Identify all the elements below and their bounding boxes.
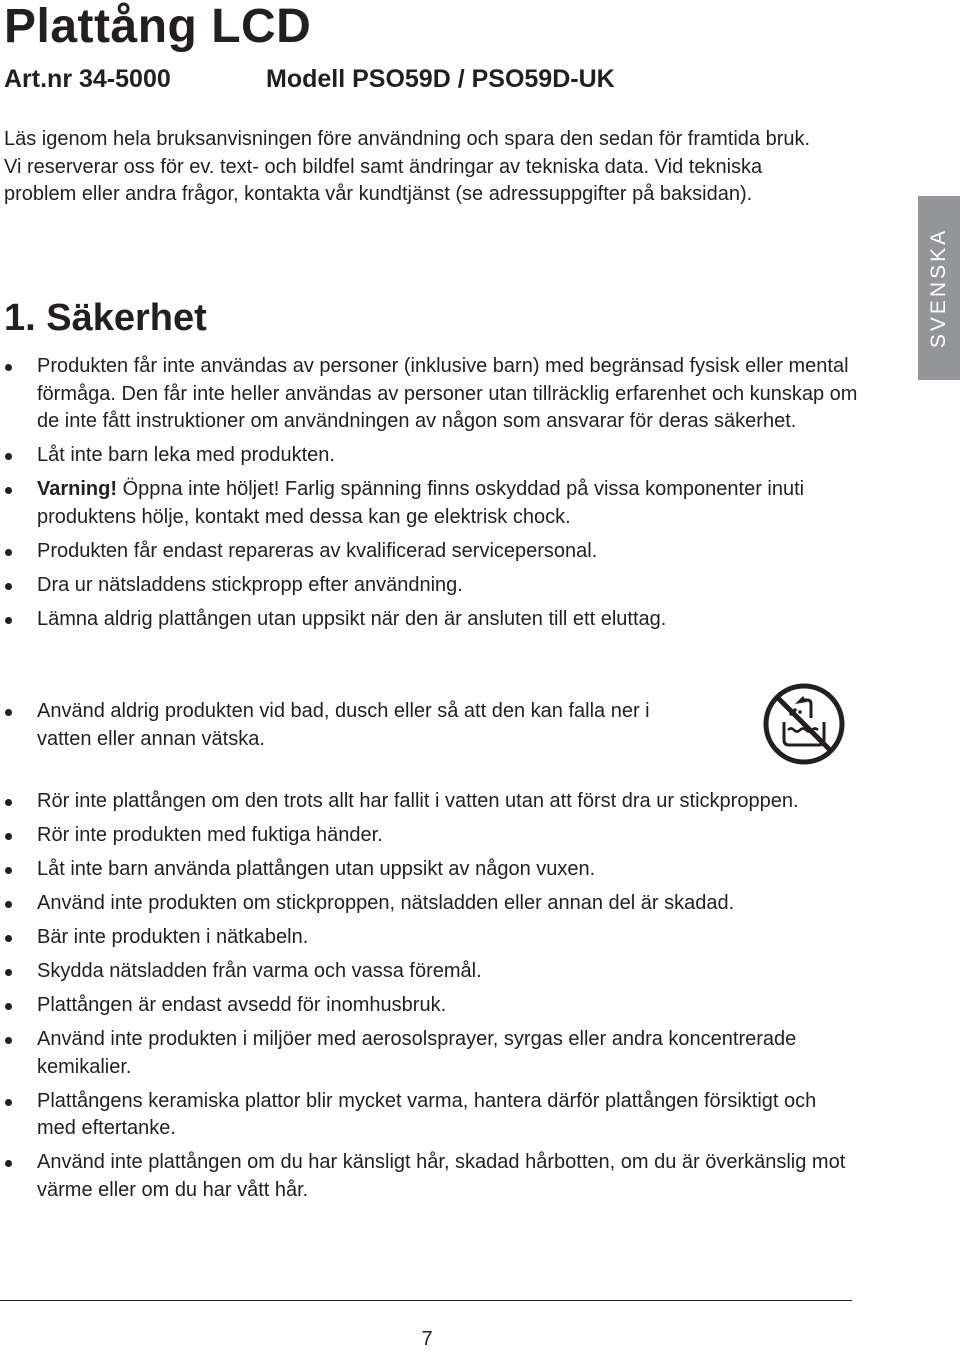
bullet-icon [5, 549, 12, 556]
bullet-icon [5, 709, 12, 716]
bullet-icon [5, 1003, 12, 1010]
safety-list-2 [0, 788, 860, 1211]
list-item: Lämna aldrig plattången utan uppsikt när den är ansluten till ett eluttag. [0, 606, 860, 634]
language-tab-label: SVENSKA [927, 227, 950, 349]
list-item: Använd inte plattången om du har känsligt hår, skadad hårbotten, om du är överkänslig mot värme eller om du har vått hår. [0, 1149, 860, 1204]
intro-paragraph: Läs igenom hela bruksanvisningen före användning och spara den sedan för framtida bruk. Vi reserverar oss för ev. text- och bildfel samt ändringar av tekniska data. Vid tekniska problem eller andra frågor, kontakta vår kundtjänst (se adressuppgifter på baksidan). [4, 128, 811, 205]
bullet-icon [5, 833, 12, 840]
bullet-icon [5, 1037, 12, 1044]
list-item: Låt inte barn använda plattången utan uppsikt av någon vuxen. [0, 856, 860, 884]
list-item: Produkten får endast repareras av kvalificerad servicepersonal. [0, 538, 860, 566]
article-number: Art.nr 34-5000 [4, 65, 171, 93]
model-number: Modell PSO59D / PSO59D-UK [266, 65, 615, 93]
bullet-icon [5, 617, 12, 624]
page-number: 7 [421, 1328, 433, 1350]
bullet-icon [5, 364, 12, 371]
list-item: Använd inte produkten om stickproppen, nätsladden eller annan del är skadad. [0, 890, 860, 918]
list-item: Låt inte barn leka med produkten. [0, 442, 860, 470]
list-item: Skydda nätsladden från varma och vassa föremål. [0, 958, 860, 986]
bullet-icon [5, 901, 12, 908]
bullet-icon [5, 867, 12, 874]
list-item: Produkten får inte användas av personer (inklusive barn) med begränsad fysisk eller mental förmåga. Den får inte heller användas av personer utan tillräcklig erfarenhet och kunskap om de inte fått instruktioner om användningen av någon som ansvarar för deras säkerhet. [0, 353, 860, 436]
bullet-icon [5, 799, 12, 806]
list-item: Använd inte produkten i miljöer med aerosolsprayer, syrgas eller andra koncentrerade kemikalier. [0, 1026, 860, 1081]
bullet-icon [5, 583, 12, 590]
document-title: Plattång LCD [4, 0, 312, 53]
list-item: Varning! Öppna inte höljet! Farlig spänning finns oskyddad på vissa komponenter inuti produktens hölje, kontakt med dessa kan ge elektrisk chock. [0, 476, 860, 531]
product-identification [4, 62, 864, 96]
footer-divider [0, 1300, 852, 1301]
list-item: Rör inte plattången om den trots allt har fallit i vatten utan att först dra ur stickproppen. [0, 788, 860, 816]
bullet-icon [5, 935, 12, 942]
list-item: Plattången är endast avsedd för inomhusbruk. [0, 992, 860, 1020]
list-item: Dra ur nätsladdens stickpropp efter användning. [0, 572, 860, 600]
safety-list-bath [0, 698, 700, 753]
safety-list-1 [0, 353, 860, 640]
bullet-icon [5, 1099, 12, 1106]
bullet-icon [5, 1160, 12, 1167]
list-item: Rör inte produkten med fuktiga händer. [0, 822, 860, 850]
bullet-icon [5, 487, 12, 494]
list-item: Använd aldrig produkten vid bad, dusch eller så att den kan falla ner i vatten eller annan vätska. [0, 698, 700, 753]
list-item: Plattångens keramiska plattor blir mycket varma, hantera därför plattången försiktigt och med eftertanke. [0, 1088, 860, 1143]
bullet-icon [5, 969, 12, 976]
warning-label: Varning! [37, 478, 118, 500]
no-bath-shower-icon [762, 682, 846, 766]
bullet-icon [5, 453, 12, 460]
list-item: Bär inte produkten i nätkabeln. [0, 924, 860, 952]
section-heading-safety: 1. Säkerhet [4, 297, 207, 339]
language-tab [918, 196, 960, 380]
